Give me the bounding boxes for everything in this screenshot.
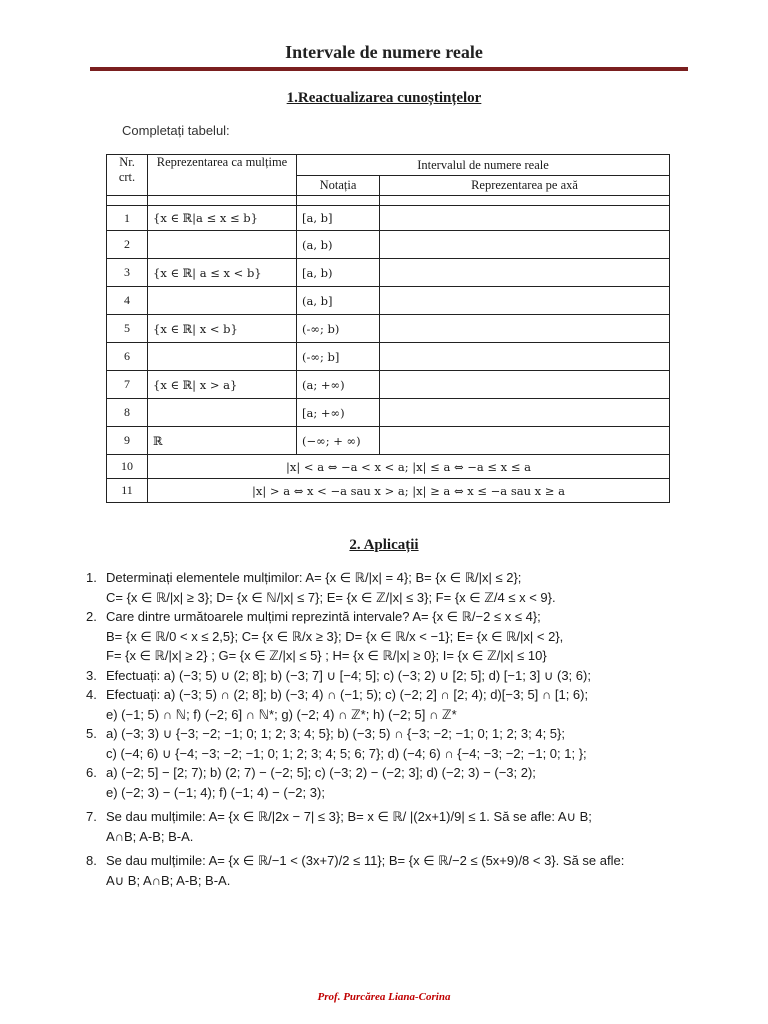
exercise-line: Efectuați: a) (−3; 5) ∩ (2; 8]; b) (−3; 4) ∩ (−1; 5); c) (−2; 2] ∩ [2; 4); d)[−3; 5] ∩ [1; 6); <box>106 687 589 702</box>
table-row <box>107 206 670 231</box>
axis-representation-cell[interactable] <box>380 399 670 427</box>
interval-notation: [a, b] <box>297 206 380 231</box>
interval-notation: (-∞; b) <box>297 315 380 343</box>
set-representation <box>148 399 297 427</box>
table-row <box>107 371 670 399</box>
axis-representation-cell[interactable] <box>380 315 670 343</box>
exercise-number: 4. <box>86 687 97 702</box>
exercise-number: 6. <box>86 765 97 780</box>
table-row <box>107 315 670 343</box>
exercise-line: a) (−3; 3) ∪ {−3; −2; −1; 0; 1; 2; 3; 4; 5}; b) (−3; 5) ∩ {−3; −2; −1; 0; 1; 2; 3; 4; 5}; <box>106 726 565 741</box>
exercise-item <box>86 607 690 666</box>
exercise-item <box>86 666 690 686</box>
interval-notation: (a, b) <box>297 231 380 259</box>
interval-notation: [a; +∞) <box>297 399 380 427</box>
modulus-property: |x| > a ⇔ x < −a sau x > a; |x| ≥ a ⇔ x ≤ −a sau x ≥ a <box>148 479 670 503</box>
section-1-heading: 1.Reactualizarea cunoștințelor <box>286 90 482 106</box>
row-number: 4 <box>107 287 148 315</box>
axis-representation-cell[interactable] <box>380 343 670 371</box>
exercise-line: Care dintre următoarele mulțimi reprezintă intervale? A= {x ∈ ℝ/−2 ≤ x ≤ 4}; <box>106 609 541 624</box>
table-row <box>107 343 670 371</box>
interval-notation: (−∞; + ∞) <box>297 427 380 455</box>
applications-list <box>86 568 690 890</box>
set-representation: {x ∈ ℝ| x < b} <box>148 315 297 343</box>
exercise-item <box>86 568 690 607</box>
exercise-item <box>86 851 690 890</box>
table-row <box>107 427 670 455</box>
row-number: 6 <box>107 343 148 371</box>
exercise-number: 2. <box>86 609 97 624</box>
exercise-item <box>86 807 690 846</box>
exercise-line: Se dau mulțimile: A= {x ∈ ℝ/|2x − 7| ≤ 3}; B= x ∈ ℝ/ |(2x+1)/9| ≤ 1. Să se afle: A∪ B; <box>106 809 592 824</box>
table-row <box>107 259 670 287</box>
exercise-line: Efectuați: a) (−3; 5) ∪ (2; 8]; b) (−3; 7] ∪ [−4; 5]; c) (−3; 2) ∪ [2; 5]; d) [−1; 3] ∪ (3; 6); <box>106 667 591 683</box>
axis-representation-cell[interactable] <box>380 427 670 455</box>
row-number: 7 <box>107 371 148 399</box>
axis-representation-cell[interactable] <box>380 206 670 231</box>
exercise-number: 1. <box>86 570 97 585</box>
exercise-line: e) (−2; 3) − (−1; 4); f) (−1; 4) − (−2; 3); <box>106 784 325 800</box>
header-nr: Nr. crt. <box>107 155 148 196</box>
axis-representation-cell[interactable] <box>380 231 670 259</box>
exercise-number: 3. <box>86 667 97 683</box>
author-footer: Prof. Purcărea Liana-Corina <box>317 991 451 1003</box>
exercise-line: C= {x ∈ ℝ/|x| ≥ 3}; D= {x ∈ ℕ/|x| ≤ 7}; E= {x ∈ ℤ/|x| ≤ 3}; F= {x ∈ ℤ/4 ≤ x < 9}. <box>106 589 556 605</box>
axis-representation-cell[interactable] <box>380 371 670 399</box>
exercise-line: F= {x ∈ ℝ/|x| ≥ 2} ; G= {x ∈ ℤ/|x| ≤ 5} ; H= {x ∈ ℝ/|x| ≥ 0}; I= {x ∈ ℤ/|x| ≤ 10} <box>106 648 547 663</box>
exercise-line: c) (−4; 6) ∪ {−4; −3; −2; −1; 0; 1; 2; 3; 4; 5; 6; 7}; d) (−4; 6) ∩ {−4; −3; −2; −1; 0; 1; }; <box>106 745 587 761</box>
page-title: Intervale de numere reale <box>285 42 483 62</box>
row-number: 1 <box>107 206 148 231</box>
interval-notation: (a; +∞) <box>297 371 380 399</box>
exercise-number: 7. <box>86 809 97 824</box>
interval-notation: [a, b) <box>297 259 380 287</box>
interval-notation: (-∞; b] <box>297 343 380 371</box>
exercise-line: Se dau mulțimile: A= {x ∈ ℝ/−1 < (3x+7)/2 ≤ 11}; B= {x ∈ ℝ/−2 ≤ (5x+9)/8 < 3}. Să se afle: <box>106 853 625 868</box>
exercise-number: 5. <box>86 726 97 741</box>
exercise-item <box>86 763 690 802</box>
header-set: Reprezentarea ca mulțime <box>148 155 297 196</box>
table-row <box>107 455 670 479</box>
axis-representation-cell[interactable] <box>380 259 670 287</box>
set-representation: ℝ <box>148 427 297 455</box>
row-number: 9 <box>107 427 148 455</box>
row-number: 11 <box>107 479 148 503</box>
exercise-line: e) (−1; 5) ∩ ℕ; f) (−2; 6] ∩ ℕ*; g) (−2; 4) ∩ ℤ*; h) (−2; 5] ∩ ℤ* <box>106 706 457 722</box>
exercise-number: 8. <box>86 853 97 868</box>
exercise-line: A∪ B; A∩B; A-B; B-A. <box>106 872 231 888</box>
exercise-item <box>86 685 690 724</box>
row-number: 10 <box>107 455 148 479</box>
set-representation <box>148 231 297 259</box>
instruction-text: Completați tabelul: <box>122 123 230 138</box>
interval-notation: (a, b] <box>297 287 380 315</box>
row-number: 2 <box>107 231 148 259</box>
section-2-heading: 2. Aplicații <box>349 537 419 553</box>
axis-representation-cell[interactable] <box>380 287 670 315</box>
exercise-line: A∩B; A-B; B-A. <box>106 828 194 844</box>
set-representation <box>148 343 297 371</box>
modulus-property: |x| < a ⇔ −a < x < a; |x| ≤ a ⇔ −a ≤ x ≤ a <box>148 455 670 479</box>
set-representation: {x ∈ ℝ| x > a} <box>148 371 297 399</box>
exercise-line: Determinați elementele mulțimilor: A= {x ∈ ℝ/|x| = 4}; B= {x ∈ ℝ/|x| ≤ 2}; <box>106 570 522 585</box>
header-interval: Intervalul de numere reale <box>297 155 670 176</box>
header-axis: Reprezentarea pe axă <box>380 176 670 196</box>
header-notation: Notația <box>297 176 380 196</box>
set-representation <box>148 287 297 315</box>
table-row <box>107 479 670 503</box>
title-underline <box>90 67 688 71</box>
row-number: 8 <box>107 399 148 427</box>
set-representation: {x ∈ ℝ| a ≤ x < b} <box>148 259 297 287</box>
table-row <box>107 287 670 315</box>
exercise-item <box>86 724 690 763</box>
row-number: 3 <box>107 259 148 287</box>
intervals-table <box>106 154 670 503</box>
exercise-line: a) (−2; 5] − [2; 7); b) (2; 7) − (−2; 5]; c) (−3; 2) − (−2; 3]; d) (−2; 3) − (−3; 2); <box>106 765 536 780</box>
table-row <box>107 399 670 427</box>
set-representation: {x ∈ ℝ|a ≤ x ≤ b} <box>148 206 297 231</box>
row-number: 5 <box>107 315 148 343</box>
table-row <box>107 231 670 259</box>
exercise-line: B= {x ∈ ℝ/0 < x ≤ 2,5}; C= {x ∈ ℝ/x ≥ 3}; D= {x ∈ ℝ/x < −1}; E= {x ∈ ℝ/|x| < 2}, <box>106 628 564 644</box>
